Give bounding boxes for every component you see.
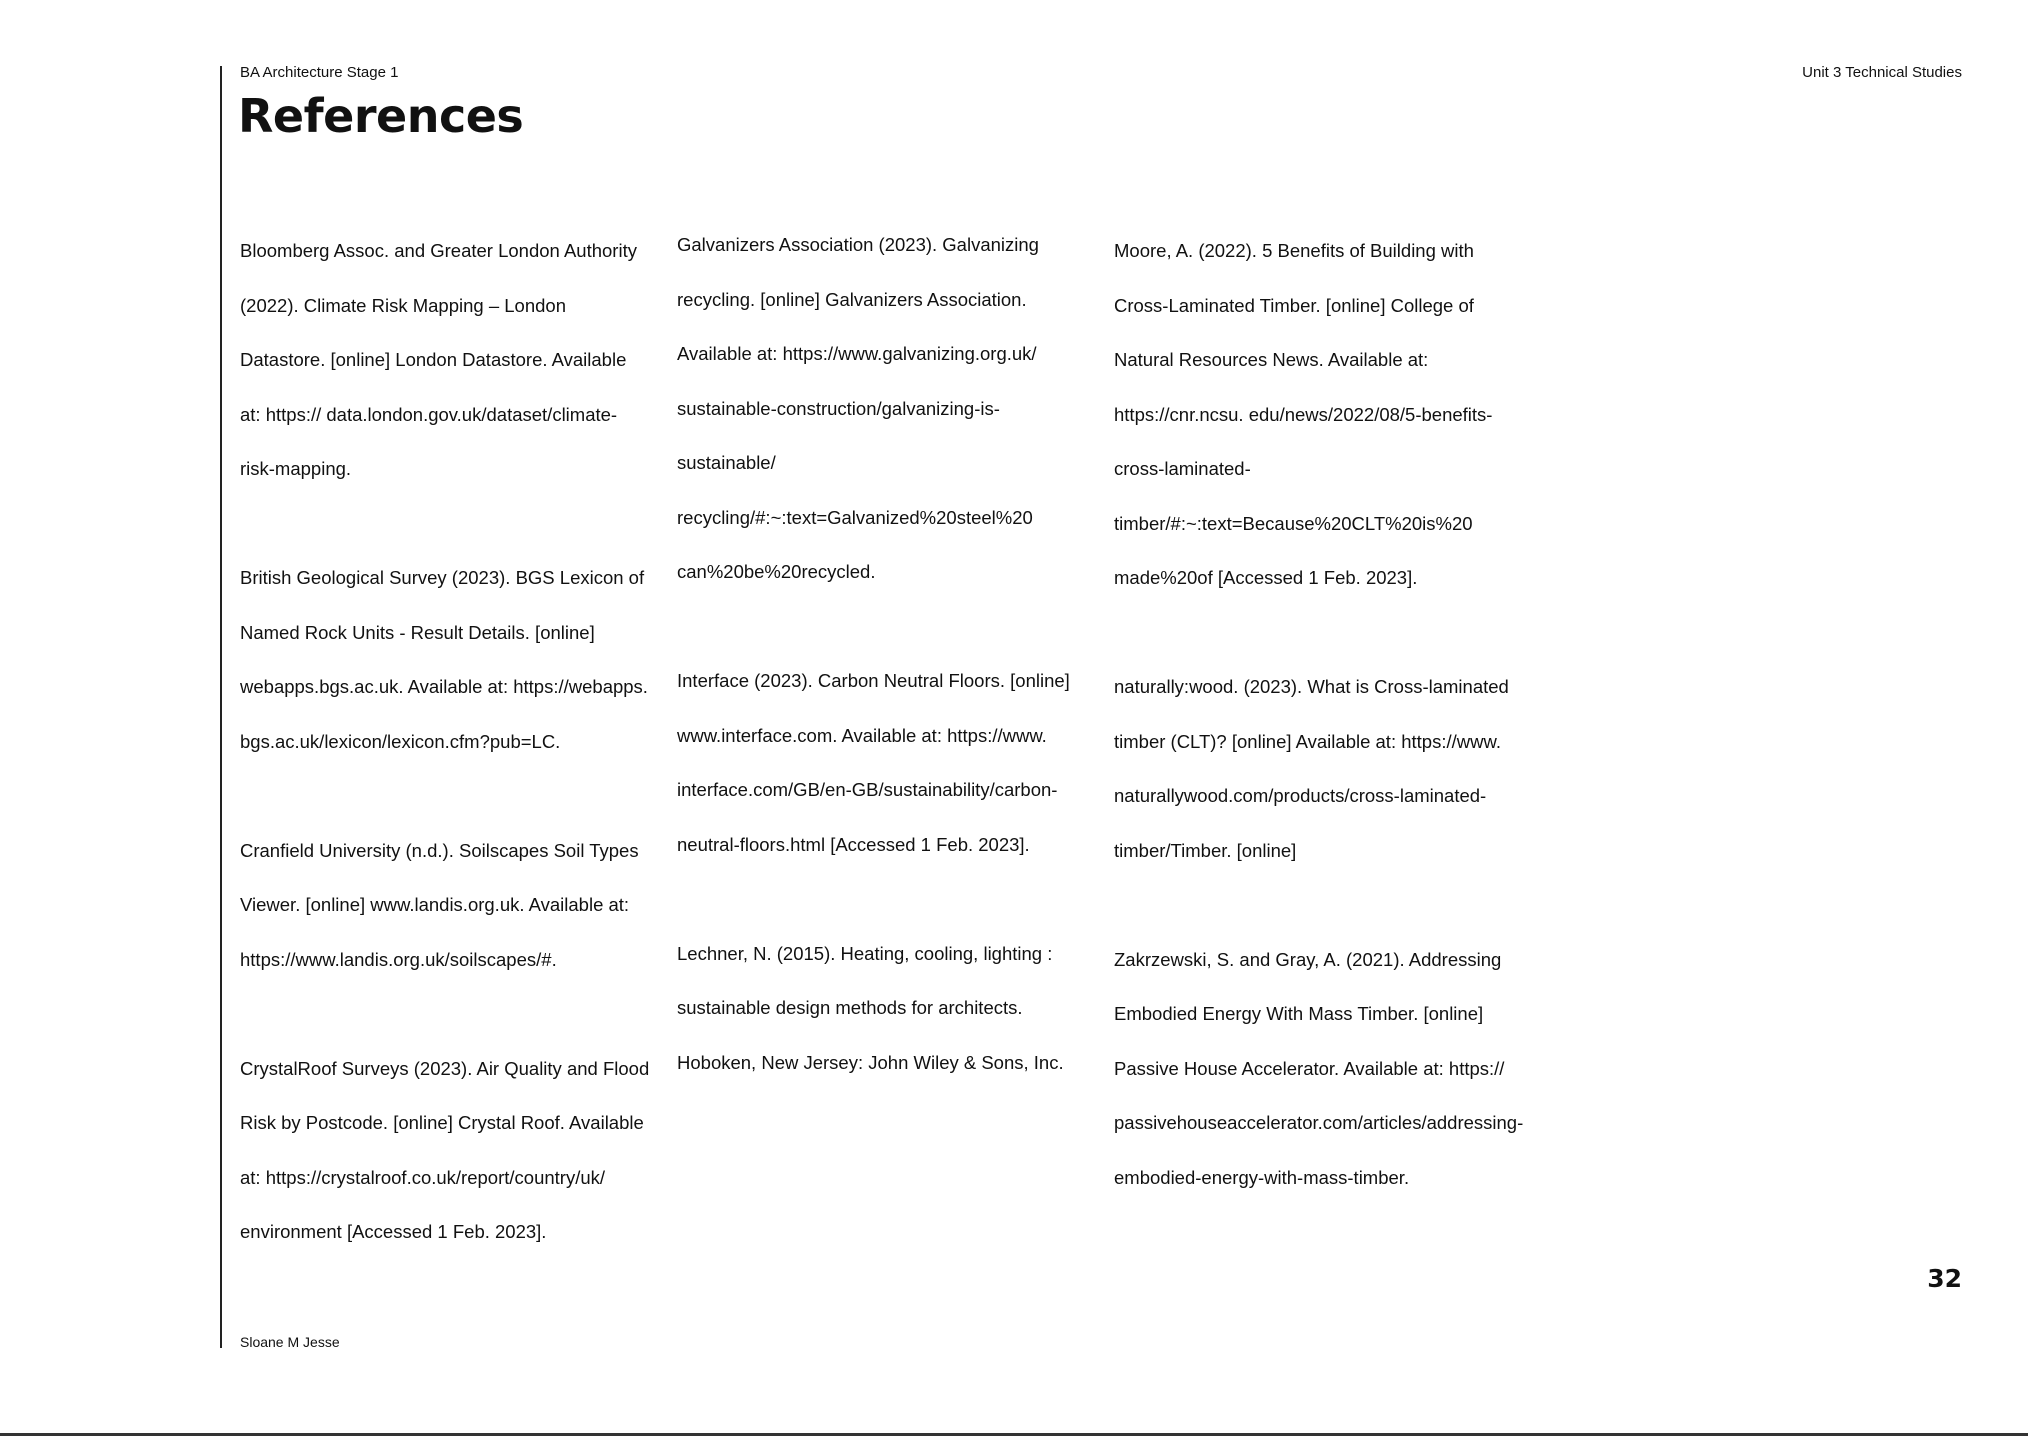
reference-entry: naturally:wood. (2023). What is Cross-laminated timber (CLT)? [online] Available at: https://www. naturallywood.com/products/cross-laminated- timber/Timber. [online] xyxy=(1114,676,1509,861)
reference-entry: Galvanizers Association (2023). Galvanizing recycling. [online] Galvanizers Association. Available at: https://www.galvanizing.org.uk/ sustainable-construction/galvanizing-is-sustainable/ recycling/#:~:text=Galvanized%20steel%20 can%20be%20recycled. xyxy=(677,234,1039,582)
reference-entry: Bloomberg Assoc. and Greater London Authority (2022). Climate Risk Mapping – London Datastore. [online] London Datastore. Available at: https:// data.london.gov.uk/dataset/climate-risk-mapping. xyxy=(240,240,637,479)
margin-rule xyxy=(220,66,222,1348)
reference-entry: Interface (2023). Carbon Neutral Floors. [online] www.interface.com. Available at: https://www. interface.com/GB/en-GB/sustainability/carbon- neutral-floors.html [Accessed 1 Feb. 2023]. xyxy=(677,670,1070,855)
unit-label: Unit 3 Technical Studies xyxy=(1802,64,1962,81)
reference-column-1 xyxy=(240,224,650,1314)
reference-entry: Lechner, N. (2015). Heating, cooling, lighting : sustainable design methods for architects. Hoboken, New Jersey: John Wiley & Sons, Inc. xyxy=(677,942,1064,1073)
page-title: References xyxy=(238,89,524,143)
page-number: 32 xyxy=(1927,1264,1962,1293)
reference-column-3 xyxy=(1114,224,1524,1260)
reference-entry: Zakrzewski, S. and Gray, A. (2021). Addressing Embodied Energy With Mass Timber. [online] Passive House Accelerator. Available at: https:// passivehouseaccelerator.com/articles/addressing- embodied-energy-with-mass-timber. xyxy=(1114,948,1524,1188)
reference-entry: Moore, A. (2022). 5 Benefits of Building with Cross-Laminated Timber. [online] College of Natural Resources News. Available at: https://cnr.ncsu. edu/news/2022/08/5-benefits-cross-laminated- timber/#:~:text=Because%20CLT%20is%20 made%20of [Accessed 1 Feb. 2023]. xyxy=(1114,240,1493,588)
author-name: Sloane M Jesse xyxy=(240,1334,340,1350)
reference-column-2 xyxy=(677,218,1087,1145)
course-label: BA Architecture Stage 1 xyxy=(240,64,399,81)
reference-entry: CrystalRoof Surveys (2023). Air Quality and Flood Risk by Postcode. [online] Crystal Roof. Available at: https://crystalroof.co.uk/report/country/uk/ environment [Accessed 1 Feb. 2023]. xyxy=(240,1057,650,1242)
reference-entry: British Geological Survey (2023). BGS Lexicon of Named Rock Units - Result Details. [online] webapps.bgs.ac.uk. Available at: https://webapps. bgs.ac.uk/lexicon/lexicon.cfm?pub=LC. xyxy=(240,567,648,752)
reference-entry: Cranfield University (n.d.). Soilscapes Soil Types Viewer. [online] www.landis.org.uk. Available at: https://www.landis.org.uk/soilscapes/#. xyxy=(240,839,639,970)
